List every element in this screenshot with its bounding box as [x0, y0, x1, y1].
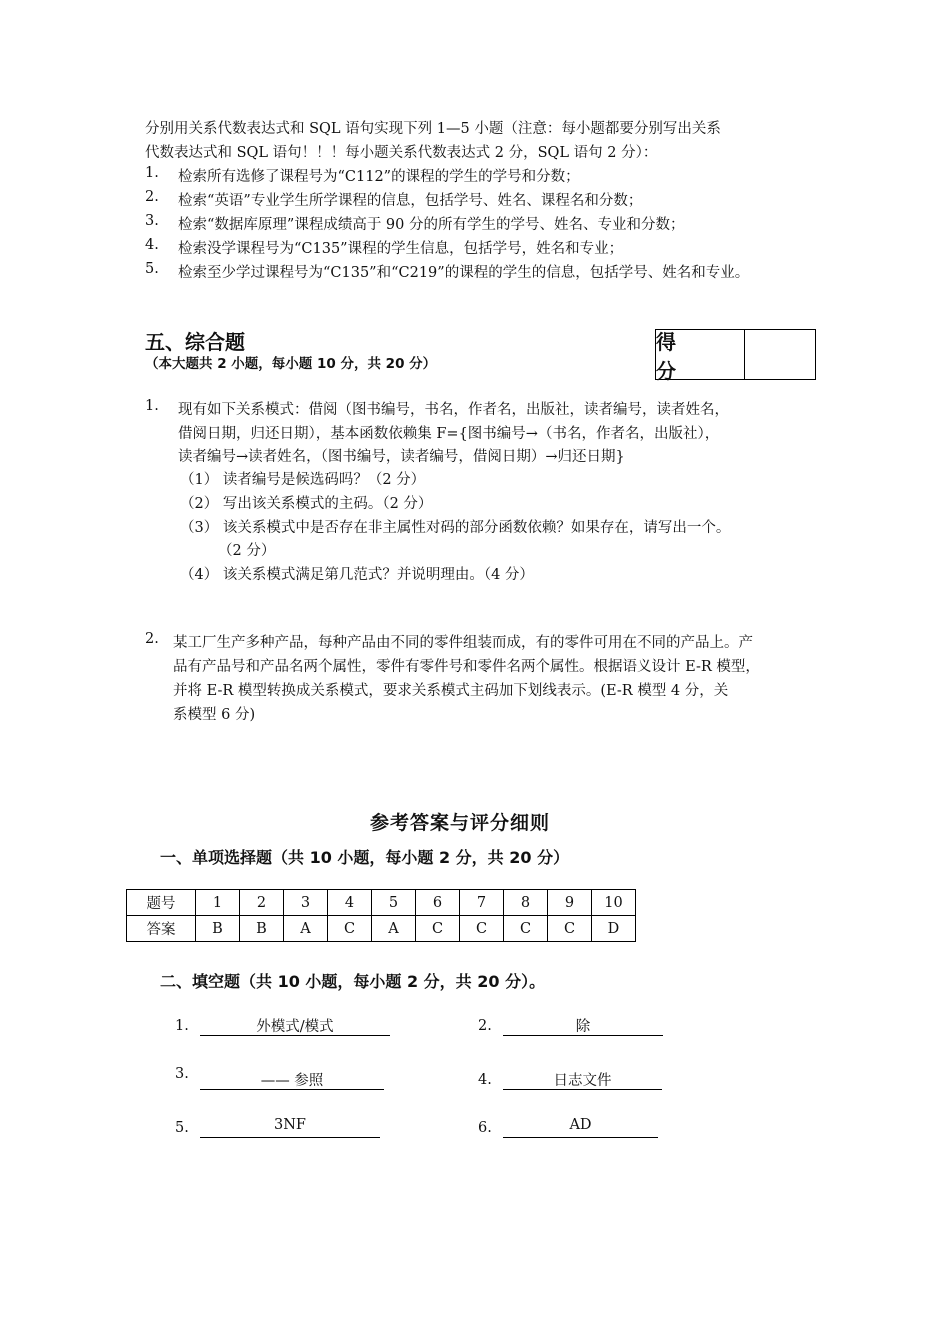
blank-answer: 外模式/模式 — [200, 1015, 390, 1036]
sql-item: 2. 检索“英语”专业学生所学课程的信息，包括学号、姓名、课程名和分数； — [145, 189, 643, 209]
sql-intro-line2: 代数表达式和 SQL 语句！！！每小题关系代数表达式 2 分，SQL 语句 2 分）： — [145, 145, 658, 161]
table-cell: C — [504, 916, 548, 942]
table-cell: 题号 — [127, 890, 196, 916]
q2-line: 系模型 6 分) — [173, 707, 256, 723]
section-subtitle: （本大题共 2 小题，每小题 10 分，共 20 分） — [145, 356, 437, 372]
table-cell: B — [240, 916, 284, 942]
blank-number: 6. — [478, 1120, 492, 1136]
table-cell: 8 — [504, 890, 548, 916]
table-cell: 6 — [416, 890, 460, 916]
sql-item: 4. 检索没学课程号为“C135”课程的学生信息，包括学号，姓名和专业； — [145, 237, 624, 257]
table-cell: C — [416, 916, 460, 942]
answers-title: 参考答案与评分细则 — [370, 812, 551, 834]
blank-number: 2. — [478, 1018, 492, 1034]
table-cell: B — [196, 916, 240, 942]
blank-number: 5. — [175, 1120, 189, 1136]
table-cell: C — [328, 916, 372, 942]
sql-intro-line1: 分别用关系代数表达式和 SQL 语句实现下列 1—5 小题（注意：每小题都要分别写出关系 — [145, 121, 721, 137]
table-row — [127, 916, 636, 942]
blank-answer: —— 参照 — [200, 1069, 384, 1090]
blank-answer: 除 — [503, 1015, 663, 1036]
blank-number: 3. — [175, 1066, 189, 1082]
table-cell: 1 — [196, 890, 240, 916]
q1-number: 1. — [145, 398, 159, 414]
score-box — [655, 329, 816, 383]
table-row — [127, 890, 636, 916]
table-cell: D — [592, 916, 636, 942]
q1-sub: （3） 该关系模式中是否存在非主属性对码的部分函数依赖？如果存在，请写出一个。 — [180, 520, 731, 536]
table-cell: 7 — [460, 890, 504, 916]
score-field[interactable] — [745, 330, 815, 379]
table-cell: 3 — [284, 890, 328, 916]
q1-sub-cont: （2 分） — [218, 543, 276, 559]
table-cell: 4 — [328, 890, 372, 916]
q1-line: 现有如下关系模式：借阅（图书编号，书名，作者名，出版社，读者编号，读者姓名， — [178, 402, 729, 418]
q2-line: 某工厂生产多种产品，每种产品由不同的零件组装而成，有的零件可用在不同的产品上。产 — [173, 635, 753, 651]
table-cell: 答案 — [127, 916, 196, 942]
table-cell: 2 — [240, 890, 284, 916]
blank-number: 4. — [478, 1072, 492, 1088]
q1-line: 读者编号→读者姓名，（图书编号，读者编号，借阅日期）→归还日期} — [178, 449, 625, 465]
score-label: 得 分 — [656, 330, 745, 379]
table-cell: 5 — [372, 890, 416, 916]
q1-line: 借阅日期，归还日期），基本函数依赖集 F={图书编号→（书名，作者名，出版社）， — [178, 426, 720, 442]
table-cell: C — [460, 916, 504, 942]
q2-line: 并将 E-R 模型转换成关系模式，要求关系模式主码加下划线表示。(E-R 模型 4 分，关 — [173, 683, 729, 699]
blank-answer: 3NF — [200, 1117, 380, 1138]
table-cell: 9 — [548, 890, 592, 916]
q1-sub: （1） 读者编号是候选码吗？（2 分） — [180, 472, 426, 488]
q2-line: 品有产品号和产品名两个属性，零件有零件号和零件名两个属性。根据语义设计 E-R 模型， — [173, 659, 760, 675]
table-cell: 10 — [592, 890, 636, 916]
section-title: 五、综合题 — [145, 330, 245, 354]
answer-table — [126, 889, 636, 942]
sql-item: 5. 检索至少学过课程号为“C135”和“C219”的课程的学生的信息，包括学号、姓名和专业。 — [145, 261, 750, 281]
sql-item: 3. 检索“数据库原理”课程成绩高于 90 分的所有学生的学号、姓名、专业和分数； — [145, 213, 685, 233]
q2-number: 2. — [145, 631, 159, 647]
blank-answer: 日志文件 — [503, 1069, 662, 1090]
q1-sub: （4） 该关系模式满足第几范式？并说明理由。（4 分） — [180, 567, 534, 583]
table-cell: A — [284, 916, 328, 942]
blank-answer: AD — [503, 1117, 658, 1138]
table-cell: A — [372, 916, 416, 942]
q1-sub: （2） 写出该关系模式的主码。（2 分） — [180, 496, 433, 512]
blank-number: 1. — [175, 1018, 189, 1034]
part1-title: 一、单项选择题（共 10 小题，每小题 2 分，共 20 分） — [160, 848, 570, 867]
sql-item: 1. 检索所有选修了课程号为“C112”的课程的学生的学号和分数； — [145, 165, 580, 185]
table-cell: C — [548, 916, 592, 942]
part2-title: 二、填空题（共 10 小题，每小题 2 分，共 20 分）。 — [160, 972, 546, 991]
